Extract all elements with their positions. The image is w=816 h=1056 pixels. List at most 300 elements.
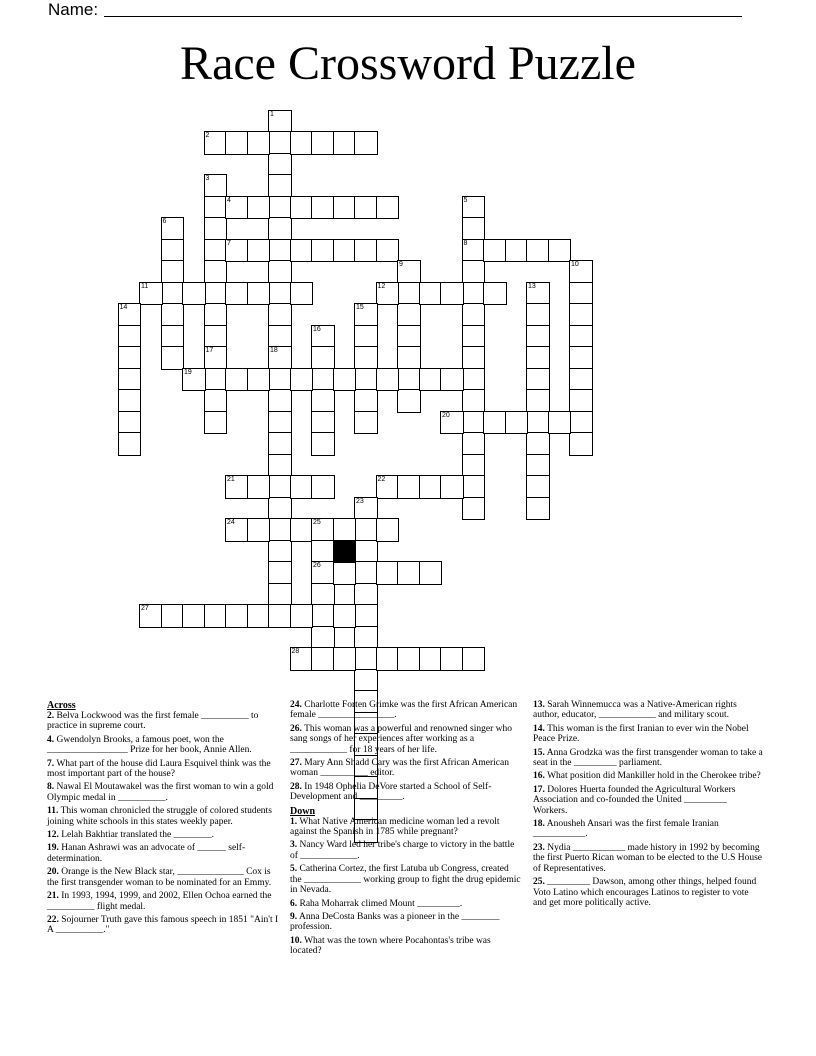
grid-cell[interactable] (268, 389, 292, 413)
grid-cell[interactable] (311, 432, 335, 456)
clue-number-label: 12. (47, 830, 59, 841)
grid-cell[interactable] (397, 346, 421, 370)
grid-cell[interactable] (290, 518, 314, 542)
clue-number: 16 (313, 325, 321, 333)
grid-cell[interactable] (247, 131, 271, 155)
clue-number-label: 2. (47, 711, 55, 721)
grid-cell[interactable] (333, 518, 357, 542)
grid-cell[interactable] (268, 411, 292, 435)
clue-text: This woman is the first Iranian to ever win the Nobel Peace Prize. (533, 723, 749, 745)
grid-cell[interactable] (204, 604, 228, 628)
grid-cell[interactable] (462, 454, 486, 478)
clue-item (47, 782, 283, 803)
grid-cell[interactable] (462, 325, 486, 349)
grid-cell[interactable] (462, 260, 486, 284)
clue-item (533, 724, 763, 745)
clue-text: Hanan Ashrawi was an advocate of ______ self-determination. (47, 843, 246, 864)
grid-cell[interactable] (569, 389, 593, 413)
grid-cell[interactable] (333, 368, 357, 392)
clue-number: 2 (205, 132, 210, 139)
grid-cell[interactable] (268, 604, 292, 628)
clue-text: Anna Grodzka was the first transgender woman to take a seat in the _________ parliament. (533, 747, 763, 769)
grid-cell[interactable] (311, 518, 335, 542)
grid-cell[interactable] (397, 647, 421, 671)
grid-cell[interactable] (333, 131, 357, 155)
clue-number-label: 4. (47, 734, 55, 745)
clue-text: Nydia ___________ made history in 1992 by becoming the first Puerto Rican woman to be elected to the U.S House of Representatives. (533, 842, 763, 874)
grid-cell[interactable] (268, 346, 292, 370)
grid-cell[interactable] (505, 239, 529, 263)
grid-cell[interactable] (419, 647, 443, 671)
clue-number-label: 8. (47, 782, 55, 793)
page-title: Race Crossword Puzzle (180, 37, 636, 90)
grid-cell[interactable] (462, 282, 486, 306)
grid-cell[interactable] (311, 561, 335, 585)
grid-cell[interactable] (376, 561, 400, 585)
grid-cell[interactable] (161, 217, 185, 241)
clue-number-label: 5. (290, 864, 298, 875)
clues-column-1 (47, 700, 283, 939)
grid-cell[interactable] (225, 282, 249, 306)
grid-cell[interactable] (268, 561, 292, 585)
clue-number-label: 25. (533, 877, 545, 888)
grid-cell[interactable] (526, 389, 550, 413)
grid-cell[interactable] (118, 389, 142, 413)
clue-number: 13 (528, 282, 536, 290)
grid-cell[interactable] (526, 368, 550, 392)
grid-cell[interactable] (311, 540, 335, 564)
grid-cell[interactable] (182, 368, 206, 392)
grid-cell[interactable] (204, 389, 228, 413)
grid-cell[interactable] (333, 239, 357, 263)
grid-cell[interactable] (526, 432, 550, 456)
grid-cell[interactable] (376, 518, 400, 542)
grid-cell[interactable] (354, 540, 378, 564)
clue-number-label: 15. (533, 747, 545, 758)
grid-cell[interactable] (204, 346, 228, 370)
clue-number: 9 (399, 261, 403, 268)
clue-text: What position did Mankiller hold in the Cherokee tribe? (544, 771, 761, 782)
grid-cell[interactable] (204, 131, 228, 155)
grid-cell[interactable] (354, 196, 378, 220)
grid-cell[interactable] (247, 475, 271, 499)
grid-cell[interactable] (462, 368, 486, 392)
grid-cell[interactable] (247, 604, 271, 628)
clue-item (47, 915, 283, 936)
grid-cell[interactable] (161, 325, 185, 349)
grid-cell[interactable] (118, 346, 142, 370)
grid-cell[interactable] (462, 411, 486, 435)
grid-cell[interactable] (397, 475, 421, 499)
clue-text: What Native American medicine woman led a revolt against the Spanish in 1785 while pregnant? (290, 816, 500, 838)
grid-cell[interactable] (397, 282, 421, 306)
clue-number-label: 3. (290, 840, 298, 851)
grid-cell[interactable] (118, 411, 142, 435)
grid-cell[interactable] (354, 389, 378, 413)
clue-number: 11 (141, 282, 149, 290)
grid-cell[interactable] (268, 475, 292, 499)
grid-cell[interactable] (311, 604, 335, 628)
grid-cell[interactable] (462, 497, 486, 521)
grid-cell[interactable] (247, 282, 271, 306)
grid-cell[interactable] (161, 260, 185, 284)
grid-cell[interactable] (354, 669, 378, 693)
grid-cell[interactable] (161, 303, 185, 327)
clue-number: 6 (162, 218, 167, 225)
grid-cell[interactable] (268, 432, 292, 456)
clue-item (47, 867, 283, 888)
grid-cell[interactable] (268, 303, 292, 327)
clue-item (533, 877, 763, 908)
grid-cell[interactable] (268, 239, 292, 263)
grid-cell[interactable] (268, 282, 292, 306)
clue-item (290, 700, 522, 721)
clue-item (47, 843, 283, 864)
grid-cell[interactable] (548, 239, 572, 263)
grid-cell[interactable] (462, 346, 486, 370)
grid-cell[interactable] (354, 368, 378, 392)
grid-cell[interactable] (462, 196, 486, 220)
grid-cell[interactable] (311, 626, 335, 650)
grid-cell[interactable] (247, 518, 271, 542)
clue-number: 12 (377, 282, 386, 290)
grid-cell[interactable] (204, 411, 228, 435)
clue-number: 1 (270, 110, 274, 118)
grid-cell[interactable] (225, 475, 249, 499)
clue-item (47, 759, 283, 780)
clue-number: 15 (356, 304, 364, 311)
grid-cell[interactable] (333, 561, 357, 585)
clue-item (47, 711, 283, 732)
grid-cell[interactable] (483, 282, 507, 306)
clue-text: Dolores Huerta founded the Agricultural Workers Association and co-founded the United _________ Workers. (533, 784, 736, 816)
grid-cell[interactable] (354, 604, 378, 628)
clue-number-label: 19. (47, 843, 59, 854)
clue-item (290, 782, 522, 803)
clue-number-label: 9. (290, 911, 298, 922)
clue-text: Anousheh Ansari was the first female Iranian ___________. (533, 819, 719, 840)
clue-item (533, 819, 763, 840)
clue-item (290, 817, 522, 838)
grid-cell[interactable] (311, 647, 335, 671)
grid-cell[interactable] (333, 604, 357, 628)
grid-cell[interactable] (311, 325, 335, 349)
clue-text: Catherina Cortez, the first Latuba ub Congress, created the ____________ working group to fight the drug epidemic in Nevada. (290, 864, 521, 896)
clue-text: Nancy Ward led her tribe's charge to victory in the battle of ____________. (290, 840, 515, 861)
clue-number-label: 24. (290, 700, 302, 710)
grid-cell[interactable] (569, 282, 593, 306)
clue-text: Sojourner Truth gave this famous speech in 1851 "Ain't I A __________." (47, 914, 279, 936)
grid-cell[interactable] (268, 110, 292, 134)
clue-text: What was the town where Pocahontas's tribe was located? (290, 935, 491, 957)
grid-cell[interactable] (311, 196, 335, 220)
clue-item (47, 830, 283, 840)
grid-cell[interactable] (397, 389, 421, 413)
grid-cell[interactable] (483, 239, 507, 263)
grid-cell[interactable] (354, 131, 378, 155)
grid-cell[interactable] (204, 368, 228, 392)
grid-cell[interactable] (268, 540, 292, 564)
clue-number: 26 (313, 562, 321, 569)
grid-cell[interactable] (376, 647, 400, 671)
grid-cell[interactable] (204, 239, 228, 263)
clue-item (533, 748, 763, 769)
grid-cell[interactable] (526, 239, 550, 263)
grid-cell[interactable] (139, 604, 163, 628)
clue-number: 22 (377, 476, 386, 483)
grid-black-cell (333, 540, 357, 564)
grid-cell[interactable] (333, 647, 357, 671)
grid-cell[interactable] (462, 432, 486, 456)
clue-text: Charlotte Forten Grimke was the first African American female ________________. (290, 700, 518, 721)
grid-cell[interactable] (440, 647, 464, 671)
clue-item (47, 891, 283, 912)
grid-cell[interactable] (354, 583, 378, 607)
grid-cell[interactable] (462, 239, 486, 263)
grid-cell[interactable] (354, 561, 378, 585)
clue-number: 17 (205, 347, 214, 354)
grid-cell[interactable] (397, 368, 421, 392)
grid-cell[interactable] (526, 475, 550, 499)
grid-cell[interactable] (311, 411, 335, 435)
grid-cell[interactable] (118, 368, 142, 392)
grid-cell[interactable] (440, 282, 464, 306)
clue-number: 10 (571, 261, 579, 268)
grid-cell[interactable] (354, 647, 378, 671)
grid-cell[interactable] (247, 196, 271, 220)
grid-cell[interactable] (268, 260, 292, 284)
grid-cell[interactable] (376, 282, 400, 306)
grid-cell[interactable] (462, 217, 486, 241)
grid-cell[interactable] (569, 260, 593, 284)
clue-text: In 1948 Ophelia DeVore started a School of Self-Development and _________. (290, 781, 492, 803)
grid-cell[interactable] (526, 346, 550, 370)
clue-number-label: 16. (533, 771, 545, 782)
clue-number-label: 28. (290, 781, 302, 792)
grid-cell[interactable] (290, 368, 314, 392)
grid-cell[interactable] (268, 497, 292, 521)
grid-cell[interactable] (311, 346, 335, 370)
grid-cell[interactable] (268, 174, 292, 198)
clue-item (290, 840, 522, 861)
grid-cell[interactable] (204, 260, 228, 284)
grid-cell[interactable] (290, 282, 314, 306)
clue-number-label: 23. (533, 842, 545, 853)
clue-number: 19 (184, 368, 192, 376)
clue-number: 18 (270, 347, 278, 354)
clue-number: 20 (442, 411, 450, 419)
grid-cell[interactable] (483, 411, 507, 435)
grid-cell[interactable] (440, 411, 464, 435)
clue-item (47, 806, 283, 827)
clue-text: Raha Moharrak climed Mount _________. (297, 898, 463, 909)
grid-cell[interactable] (569, 432, 593, 456)
grid-cell[interactable] (376, 196, 400, 220)
clue-item (533, 843, 763, 874)
grid-cell[interactable] (311, 475, 335, 499)
grid-cell[interactable] (526, 325, 550, 349)
grid-cell[interactable] (354, 518, 378, 542)
clue-item (290, 936, 522, 957)
grid-cell[interactable] (376, 368, 400, 392)
clue-text: In 1993, 1994, 1999, and 2002, Ellen Ochoa earned the __________ flight medal. (47, 891, 272, 912)
grid-cell[interactable] (376, 475, 400, 499)
grid-cell[interactable] (569, 346, 593, 370)
clue-text: Mary Ann Shadd Cary was the first African American woman __________ editor. (290, 758, 509, 779)
grid-cell[interactable] (268, 325, 292, 349)
clue-text: This woman chronicled the struggle of colored students joining white schools in this states weekly paper. (47, 806, 272, 827)
clue-item (290, 912, 522, 933)
grid-cell[interactable] (268, 217, 292, 241)
grid-cell[interactable] (569, 325, 593, 349)
clue-number: 8 (463, 239, 468, 247)
clue-text: Belva Lockwood was the first female __________ to practice in supreme court. (47, 711, 259, 732)
clue-number-label: 14. (533, 723, 545, 734)
grid-cell[interactable] (268, 131, 292, 155)
grid-cell[interactable] (225, 239, 249, 263)
grid-cell[interactable] (440, 475, 464, 499)
grid-cell[interactable] (419, 282, 443, 306)
grid-cell[interactable] (268, 153, 292, 177)
clue-number-label: 13. (533, 700, 545, 710)
clue-number-label: 26. (290, 723, 302, 734)
clue-number-label: 6. (290, 898, 298, 909)
grid-cell[interactable] (161, 239, 185, 263)
grid-cell[interactable] (118, 303, 142, 327)
grid-cell[interactable] (268, 583, 292, 607)
grid-cell[interactable] (569, 368, 593, 392)
grid-cell[interactable] (204, 217, 228, 241)
grid-cell[interactable] (526, 282, 550, 306)
grid-cell[interactable] (354, 303, 378, 327)
clue-number: 3 (205, 175, 210, 182)
clues-column-2 (290, 700, 522, 960)
grid-cell[interactable] (569, 303, 593, 327)
grid-cell[interactable] (268, 196, 292, 220)
grid-cell[interactable] (225, 518, 249, 542)
grid-cell[interactable] (462, 647, 486, 671)
grid-cell[interactable] (526, 497, 550, 521)
clue-number: 24 (227, 519, 235, 526)
grid-cell[interactable] (204, 174, 228, 198)
grid-cell[interactable] (505, 411, 529, 435)
clue-number: 28 (291, 648, 300, 655)
grid-cell[interactable] (290, 604, 314, 628)
clue-number-label: 17. (533, 784, 545, 795)
grid-cell[interactable] (204, 325, 228, 349)
clue-item (533, 785, 763, 816)
grid-cell[interactable] (526, 411, 550, 435)
clue-item (290, 864, 522, 895)
clue-text: Orange is the New Black star, ______________ Cox is the first transgender woman to be nominated for an Emmy. (47, 867, 272, 888)
grid-cell[interactable] (139, 282, 163, 306)
grid-cell[interactable] (397, 260, 421, 284)
clue-number: 21 (227, 476, 235, 483)
grid-cell[interactable] (311, 131, 335, 155)
grid-cell[interactable] (290, 196, 314, 220)
clue-item (290, 724, 522, 755)
grid-cell[interactable] (397, 561, 421, 585)
clue-number-label: 7. (47, 758, 55, 769)
grid-cell[interactable] (462, 475, 486, 499)
grid-cell[interactable] (354, 325, 378, 349)
grid-cell[interactable] (290, 475, 314, 499)
clue-text: What part of the house did Laura Esquivel think was the most important part of the house? (47, 758, 271, 780)
grid-cell[interactable] (268, 454, 292, 478)
grid-cell[interactable] (354, 239, 378, 263)
grid-cell[interactable] (161, 346, 185, 370)
grid-cell[interactable] (118, 432, 142, 456)
grid-cell[interactable] (333, 196, 357, 220)
grid-cell[interactable] (526, 303, 550, 327)
down-heading: Down (290, 805, 316, 817)
clue-text: Gwendolyn Brooks, a famous poet, won the _________________ Prize for her book, Annie Allen. (47, 734, 252, 756)
across-heading: Across (47, 700, 76, 711)
grid-cell[interactable] (397, 325, 421, 349)
grid-cell[interactable] (397, 303, 421, 327)
grid-cell[interactable] (204, 196, 228, 220)
grid-cell[interactable] (225, 196, 249, 220)
grid-cell[interactable] (290, 239, 314, 263)
grid-cell[interactable] (268, 518, 292, 542)
grid-cell[interactable] (290, 647, 314, 671)
grid-cell[interactable] (462, 303, 486, 327)
grid-cell[interactable] (354, 626, 378, 650)
clue-number: 5 (463, 196, 468, 204)
grid-cell[interactable] (225, 131, 249, 155)
clue-text: Anna DeCosta Banks was a pioneer in the ________ profession. (290, 911, 500, 933)
grid-cell[interactable] (462, 389, 486, 413)
grid-cell[interactable] (225, 604, 249, 628)
grid-cell[interactable] (311, 239, 335, 263)
grid-cell[interactable] (548, 411, 572, 435)
grid-cell[interactable] (376, 239, 400, 263)
grid-cell[interactable] (526, 454, 550, 478)
clue-number-label: 10. (290, 935, 302, 946)
grid-cell[interactable] (311, 583, 335, 607)
grid-cell[interactable] (204, 303, 228, 327)
clue-number: 25 (313, 519, 321, 526)
grid-cell[interactable] (440, 368, 464, 392)
grid-cell[interactable] (419, 368, 443, 392)
grid-cell[interactable] (290, 131, 314, 155)
grid-cell[interactable] (419, 475, 443, 499)
clue-text: Sarah Winnemucca was a Native-American rights author, educator, ____________ and military scout. (533, 700, 737, 721)
grid-cell[interactable] (204, 282, 228, 306)
grid-cell[interactable] (569, 411, 593, 435)
clue-item (290, 899, 522, 909)
grid-cell[interactable] (354, 346, 378, 370)
grid-cell[interactable] (225, 368, 249, 392)
grid-cell[interactable] (118, 325, 142, 349)
grid-cell[interactable] (268, 368, 292, 392)
grid-cell[interactable] (354, 497, 378, 521)
grid-cell[interactable] (419, 561, 443, 585)
grid-cell[interactable] (161, 604, 185, 628)
grid-cell[interactable] (161, 282, 185, 306)
grid-cell[interactable] (311, 368, 335, 392)
clue-number: 14 (119, 304, 128, 311)
grid-cell[interactable] (182, 604, 206, 628)
grid-cell[interactable] (311, 389, 335, 413)
grid-cell[interactable] (354, 411, 378, 435)
grid-cell[interactable] (247, 368, 271, 392)
clue-text: _________ Dawson, among other things, helped found Voto Latino which encourages Latinos to register to vote and get more politically active. (533, 877, 757, 908)
clue-text: This woman was a powerful and renowned singer who sang songs of her experiences after working as a ____________ for 18 years of her life. (290, 723, 512, 755)
grid-cell[interactable] (182, 282, 206, 306)
clue-number-label: 27. (290, 758, 302, 769)
grid-cell[interactable] (247, 239, 271, 263)
